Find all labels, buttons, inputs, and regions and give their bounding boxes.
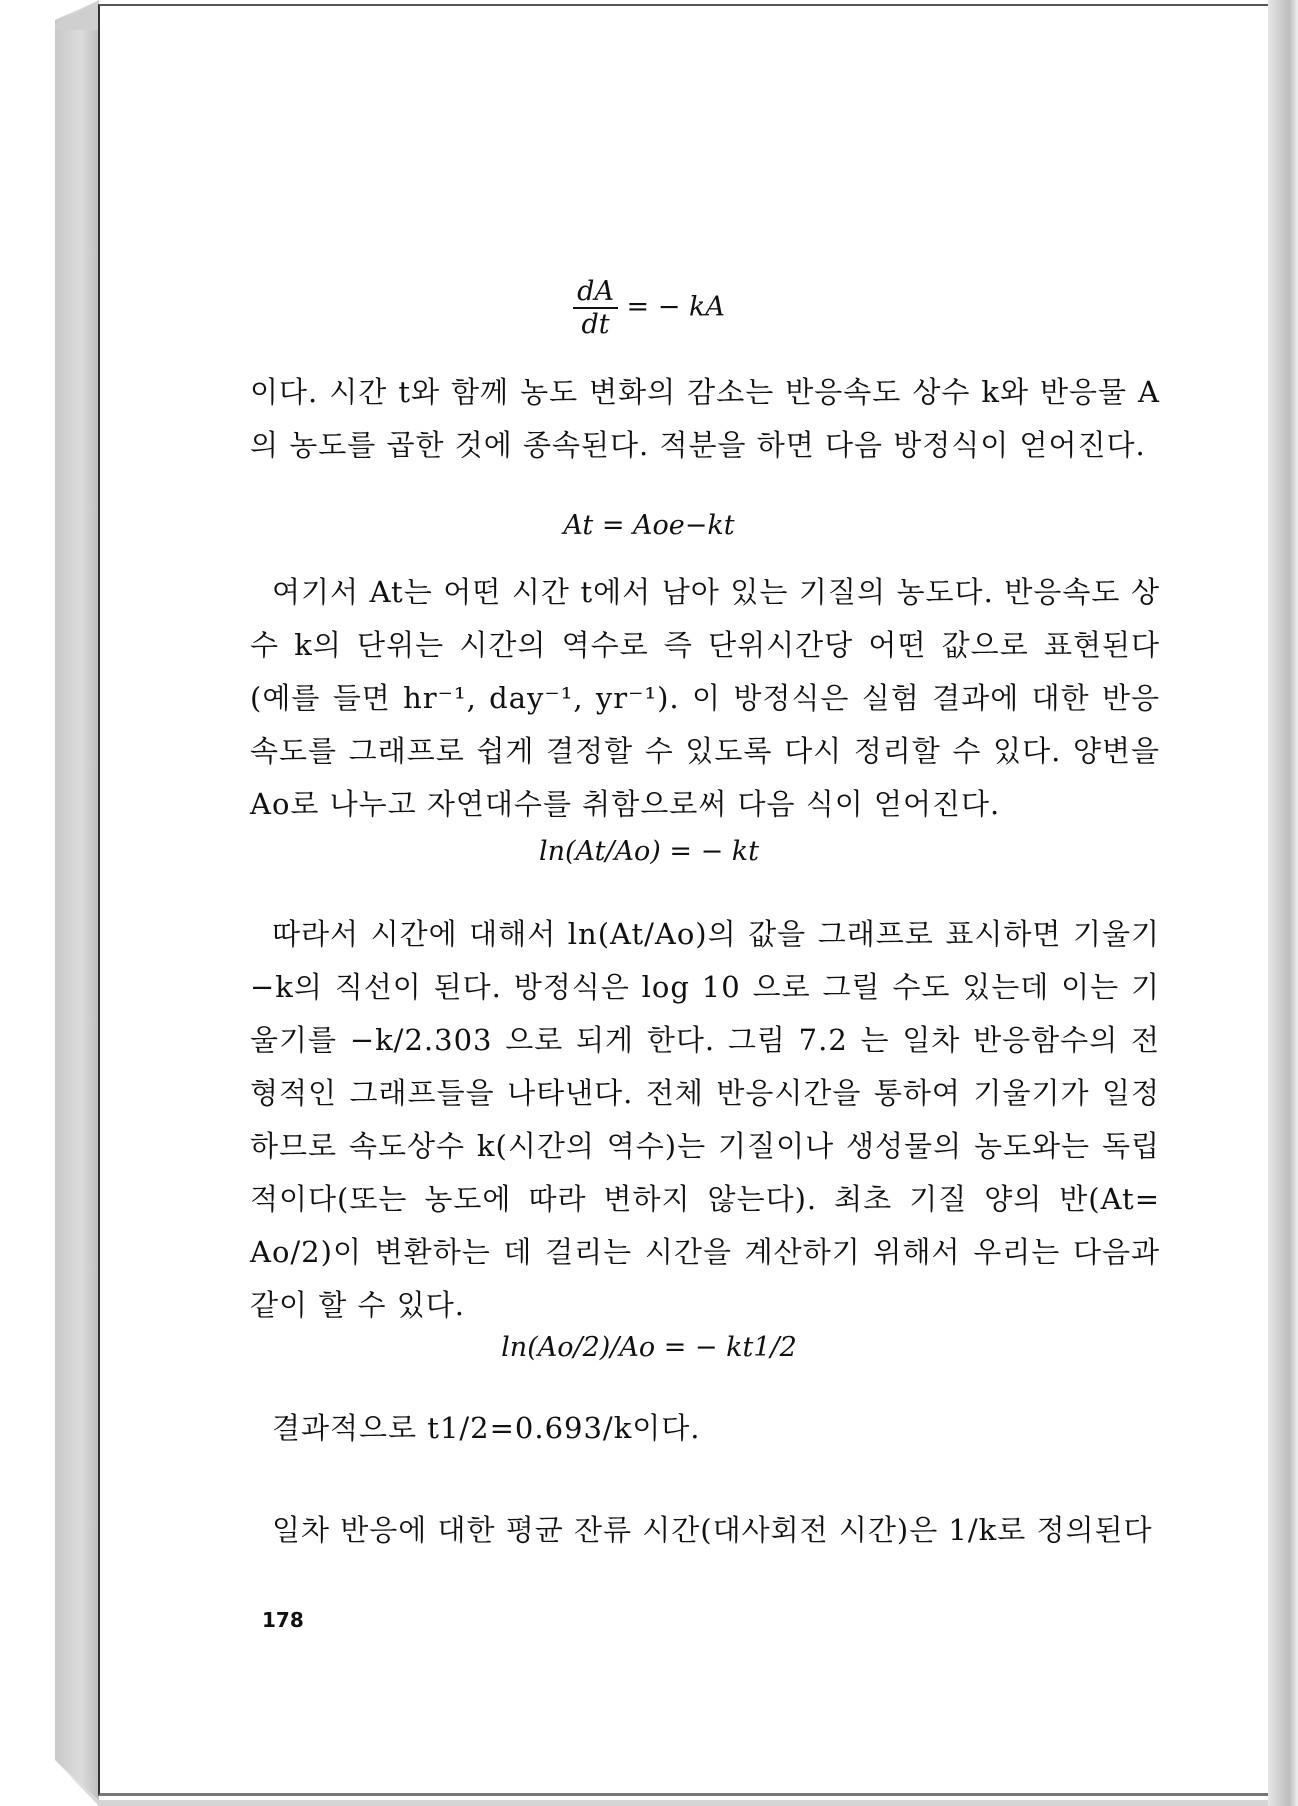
paragraph-5: 일차 반응에 대한 평균 잔류 시간(대사회전 시간)은 1/k로 정의된다 xyxy=(272,1513,1153,1547)
equation-rate xyxy=(0,276,1298,340)
equation-log: ln(At/Ao) = − kt xyxy=(538,836,760,867)
paragraph-3: 따라서 시간에 대해서 ln(At/Ao)의 값을 그래프로 표시하면 기울기 −k의 직선이 된다. 방정식은 log 10 으로 그릴 수도 있는데 이는 기울기를 −k/2.303 으로 되게 한다. 그림 7.2 는 일차 반응함수의 전형적인 그래프들을 나타낸다. 전체 반응시간을 통하여 기울기가 일정하므로 속도상수 k(시간의 역수)는 기질이나 생성물의 농도와는 독립적이다(또는 농도에 따라 변하지 않는다). 최초 기질 양의 반(At= Ao/2)이 변환하는 데 걸리는 시간을 계산하기 위해서 우리는 다음과 같이 할 수 있다. xyxy=(250,917,1160,1322)
book-spine-top xyxy=(55,0,99,30)
equation-half-life: ln(Ao/2)/Ao = − kt1/2 xyxy=(501,1332,797,1363)
book-spine xyxy=(55,0,99,1806)
paragraph-2: 여기서 At는 어떤 시간 t에서 남아 있는 기질의 농도다. 반응속도 상수 k의 단위는 시간의 역수로 즉 단위시간당 어떤 값으로 표현된다 (예를 들면 hr⁻¹, day⁻¹, yr⁻¹). 이 방정식은 실험 결과에 대한 반응 속도를 그래프로 쉽게 결정할 수 있도록 다시 정리할 수 있다. 양변을 Ao로 나누고 자연대수를 취함으로써 다음 식이 얻어진다. xyxy=(250,575,1160,821)
equation-rhs: = − kA xyxy=(626,291,725,323)
page-number: 178 xyxy=(262,1608,304,1632)
page-edge-shadow xyxy=(1268,0,1298,1806)
paragraph-1: 이다. 시간 t와 함께 농도 변화의 감소는 반응속도 상수 k와 반응물 A의 농도를 곱한 것에 종속된다. 적분을 하면 다음 방정식이 얻어진다. xyxy=(250,375,1160,462)
fraction xyxy=(573,276,618,340)
fraction-numerator: dA xyxy=(573,276,618,309)
equation-integrated: At = Aoe−kt xyxy=(563,510,735,541)
fraction-denominator: dt xyxy=(581,309,610,341)
paragraph-4: 결과적으로 t1/2=0.693/k이다. xyxy=(272,1411,701,1445)
